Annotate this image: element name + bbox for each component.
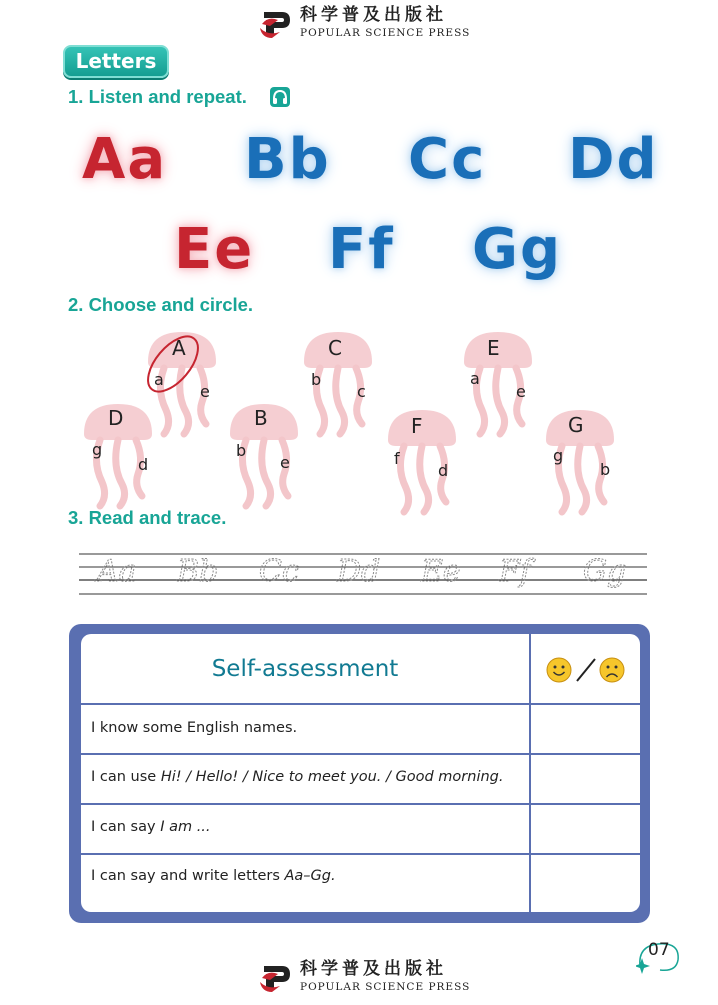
exercise-2-title: 2. Choose and circle. <box>68 294 254 315</box>
jellyfish-upper-D: D <box>108 406 124 430</box>
letter-Gg[interactable]: Gg <box>472 217 563 282</box>
jellyfish-option-e[interactable]: e <box>200 382 210 401</box>
rating-cell-3[interactable] <box>531 805 640 855</box>
section-tag-letters: Letters <box>63 45 169 78</box>
jellyfish-option-g[interactable]: g <box>92 440 103 459</box>
jellyfish-option-d[interactable]: d <box>438 461 449 480</box>
jellyfish-upper-A: A <box>172 336 186 360</box>
letter-Bb[interactable]: Bb <box>244 127 331 192</box>
statement-2: I can use Hi! / Hello! / Nice to meet you. / Good morning. <box>91 769 504 785</box>
trace-letters-Aa: Aa <box>97 554 137 589</box>
jellyfish-option-b[interactable]: b <box>311 370 322 389</box>
answer-circle-mark <box>137 334 209 394</box>
jellyfish-option-d[interactable]: d <box>138 455 149 474</box>
rating-cell-4[interactable] <box>531 855 640 912</box>
jellyfish-option-a[interactable]: a <box>154 370 164 389</box>
rating-cell-2[interactable] <box>531 755 640 805</box>
letter-Dd[interactable]: Dd <box>568 127 659 192</box>
headphones-icon[interactable] <box>269 86 291 108</box>
jellyfish-upper-E: E <box>487 336 500 360</box>
jellyfish-upper-B: B <box>254 406 268 430</box>
jellyfish-option-e[interactable]: e <box>516 382 526 401</box>
trace-letters-Dd: Dd <box>337 554 381 589</box>
frown-icon <box>600 658 624 682</box>
publisher-header <box>258 6 470 40</box>
tracing-lines[interactable] <box>79 548 647 598</box>
letter-Ee[interactable]: Ee <box>174 217 255 282</box>
publisher-footer <box>258 960 470 994</box>
jellyfish-option-c[interactable]: c <box>357 382 366 401</box>
letter-Ff[interactable]: Ff <box>328 217 395 282</box>
letter-Cc[interactable]: Cc <box>408 127 487 192</box>
statement-4: I can say and write letters Aa–Gg. <box>91 868 336 884</box>
statement-3: I can say I am ... <box>91 819 211 835</box>
self-assessment-title: Self-assessment <box>211 656 399 682</box>
jellyfish-upper-G: G <box>568 413 584 437</box>
trace-letters-Gg: Gg <box>583 554 627 589</box>
trace-letters-Ff: Ff <box>499 554 531 589</box>
publisher-name-cn: 科学普及出版社 <box>300 5 447 26</box>
jellyfish-upper-C: C <box>328 336 342 360</box>
smile-icon <box>547 658 571 682</box>
publisher-name-en: POPULAR SCIENCE PRESS <box>300 27 471 40</box>
statement-1: I know some English names. <box>91 720 298 736</box>
jellyfish-option-b[interactable]: b <box>600 460 611 479</box>
jellyfish-option-g[interactable]: g <box>553 446 564 465</box>
publisher-logo-icon <box>258 6 292 40</box>
rating-cell-1[interactable] <box>531 705 640 755</box>
exercise-1-title: 1. Listen and repeat. <box>68 86 247 107</box>
publisher-name-cn: 科学普及出版社 <box>300 959 447 980</box>
publisher-logo-icon <box>258 960 292 994</box>
jellyfish-option-a[interactable]: a <box>470 369 480 388</box>
exercise-3-title: 3. Read and trace. <box>68 507 227 528</box>
publisher-name-en: POPULAR SCIENCE PRESS <box>300 981 471 994</box>
rating-faces <box>531 634 640 705</box>
letter-Aa[interactable]: Aa <box>82 127 168 192</box>
trace-letters-Cc: Cc <box>259 554 299 589</box>
jellyfish-upper-F: F <box>411 414 423 438</box>
self-assessment-table <box>81 634 640 912</box>
trace-letters-Ee: Ee <box>421 554 461 589</box>
jellyfish-option-f[interactable]: f <box>394 449 400 468</box>
page-number: 07 <box>636 936 682 976</box>
jellyfish-option-e[interactable]: e <box>280 453 290 472</box>
trace-letters-Bb: Bb <box>177 554 219 589</box>
jellyfish-option-b[interactable]: b <box>236 441 247 460</box>
